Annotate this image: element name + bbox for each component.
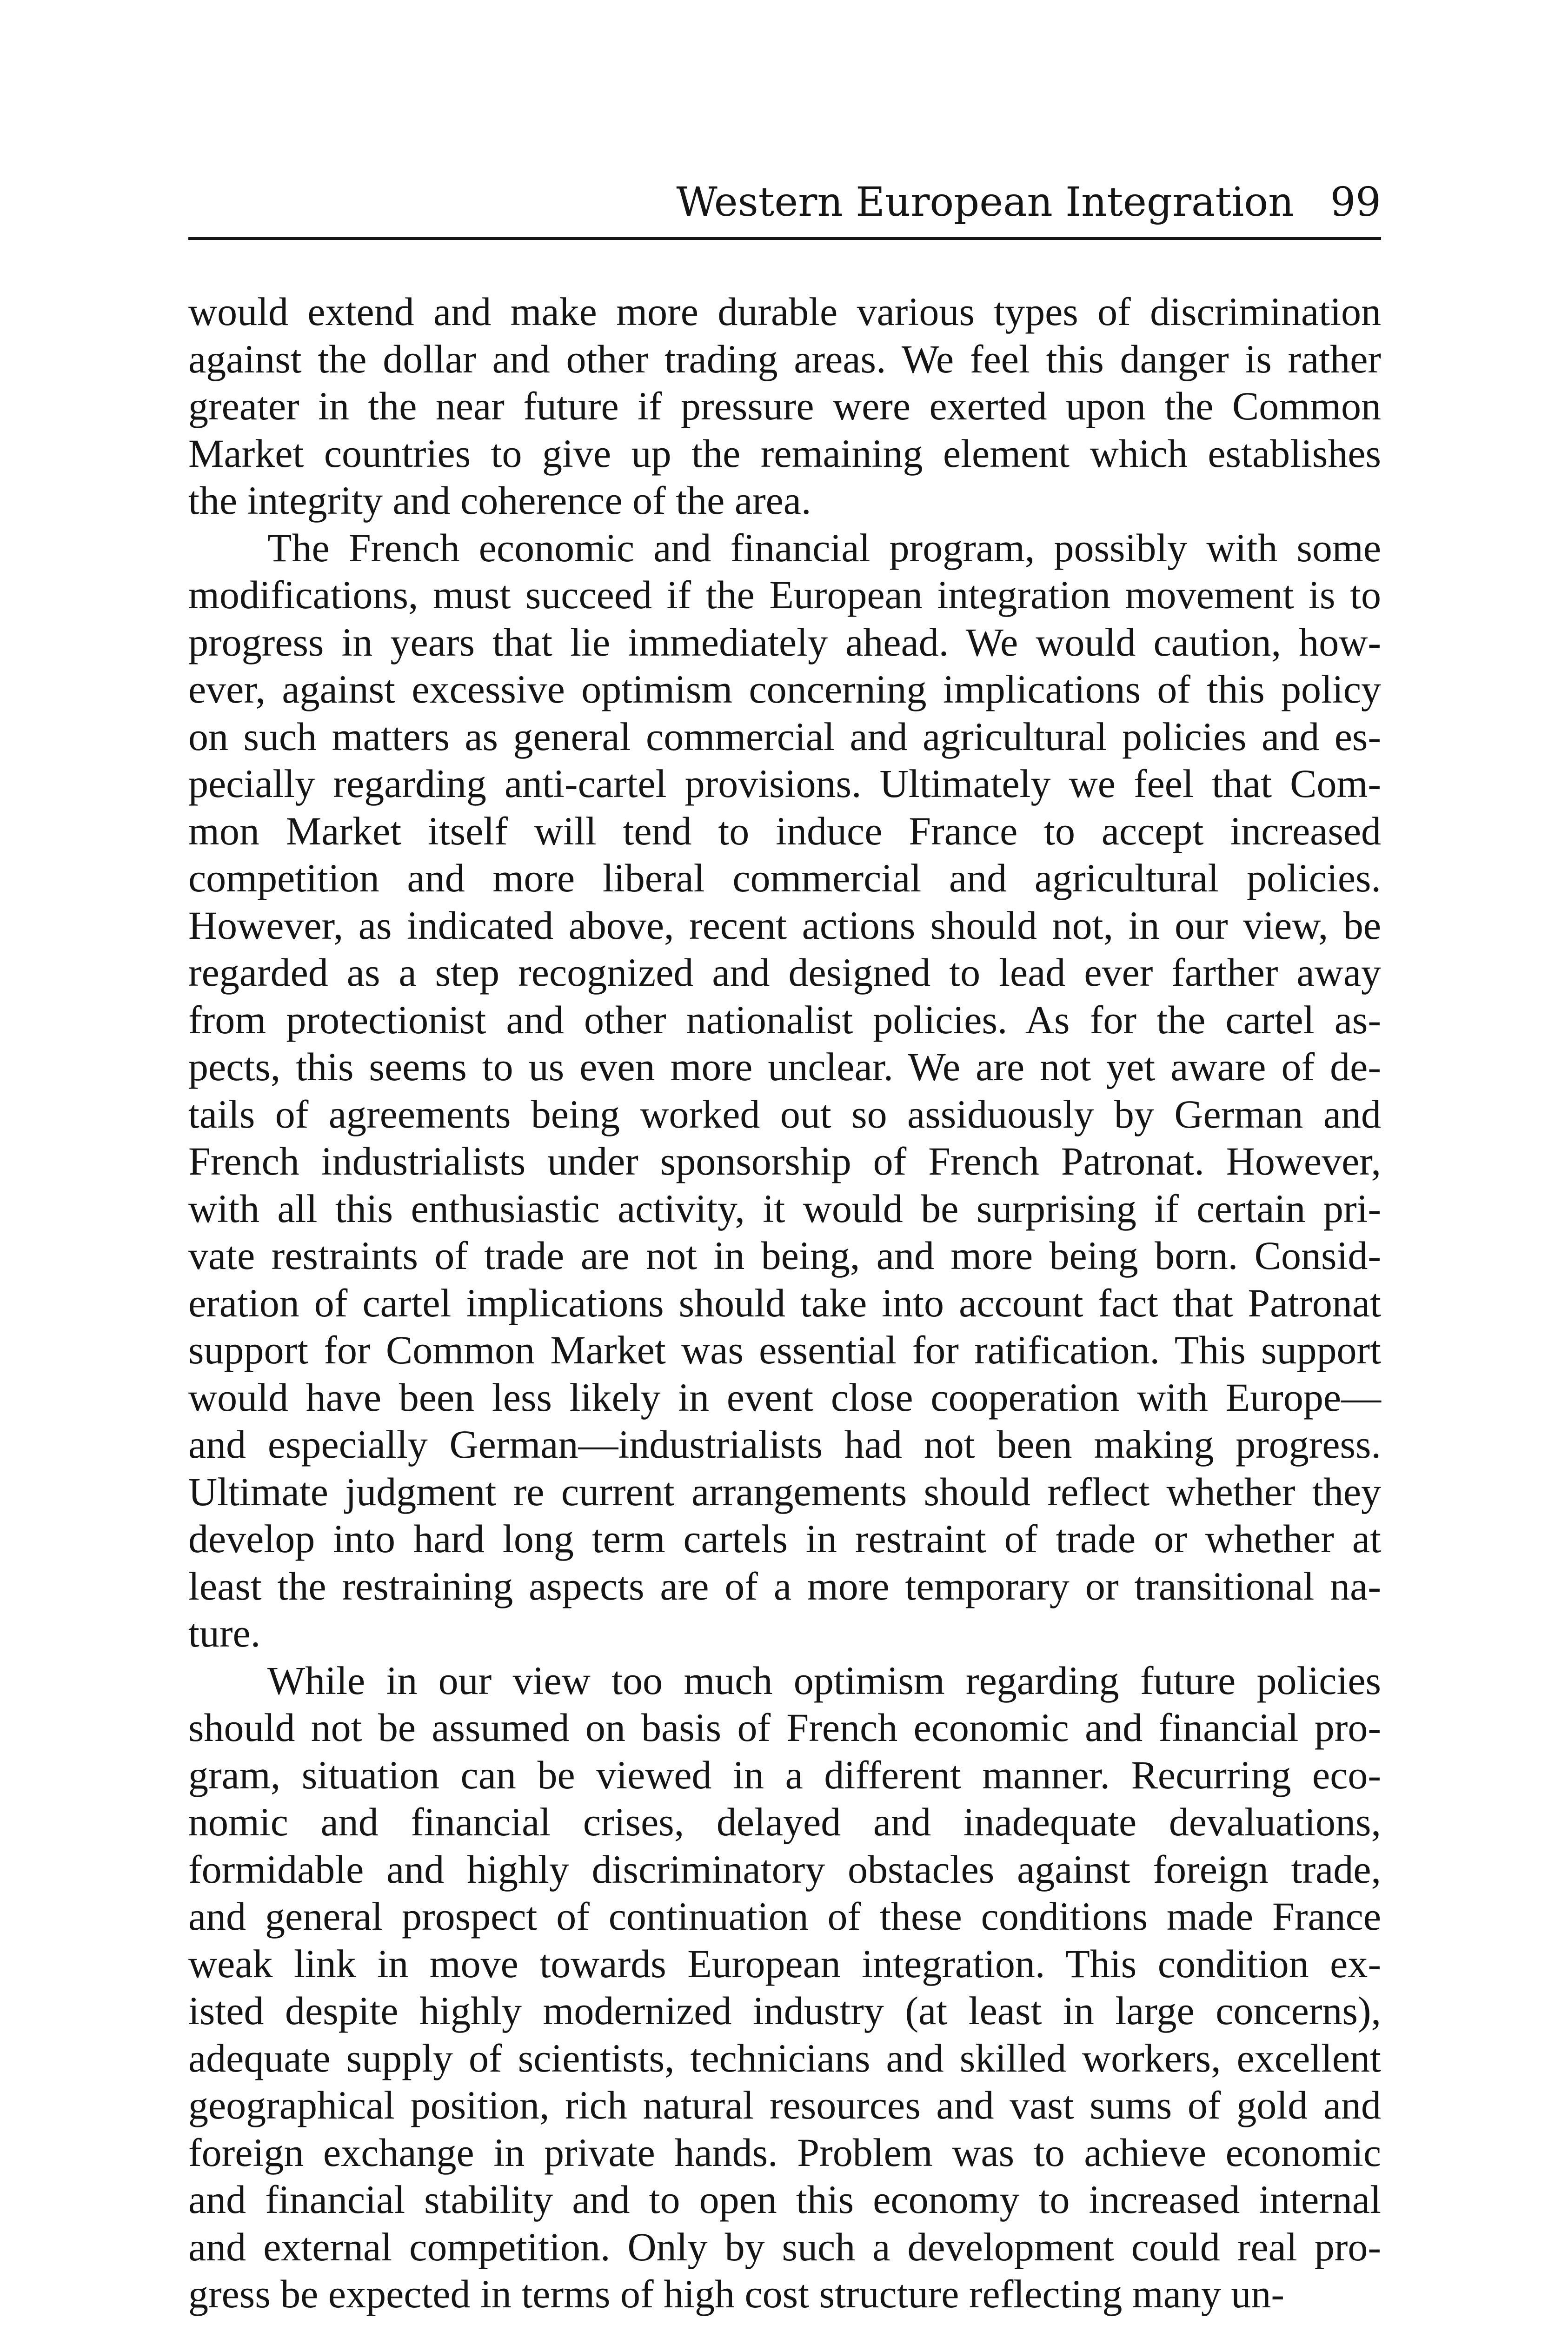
text-line: gram, situation can be viewed in a different manner. Recurring eco- bbox=[188, 1752, 1381, 1797]
text-line: regarded as a step recognized and designed to lead ever farther away bbox=[188, 950, 1381, 995]
text-line: French industrialists under sponsorship of French Patronat. However, bbox=[188, 1139, 1381, 1183]
text-line: would extend and make more durable various types of discrimination bbox=[188, 289, 1381, 334]
text-line: The French economic and financial program, possibly with some bbox=[267, 525, 1381, 570]
text-line: would have been less likely in event close cooperation with Europe— bbox=[188, 1375, 1381, 1420]
text-line: with all this enthusiastic activity, it would be surprising if certain pri- bbox=[188, 1186, 1381, 1231]
text-line: Ultimate judgment re current arrangements should reflect whether they bbox=[188, 1469, 1381, 1514]
text-line: ever, against excessive optimism concerning implications of this policy bbox=[188, 667, 1381, 711]
paragraph bbox=[188, 288, 1381, 525]
text-line: However, as indicated above, recent actions should not, in our view, be bbox=[188, 903, 1381, 948]
text-line: support for Common Market was essential for ratification. This support bbox=[188, 1328, 1381, 1372]
text-line: weak link in move towards European integration. This condition ex- bbox=[188, 1941, 1381, 1986]
text-line: geographical position, rich natural resources and vast sums of gold and bbox=[188, 2083, 1381, 2127]
text-line: While in our view too much optimism regarding future policies bbox=[267, 1658, 1381, 1703]
text-line: tails of agreements being worked out so assiduously by German and bbox=[188, 1091, 1381, 1136]
text-line: against the dollar and other trading areas. We feel this danger is rather bbox=[188, 336, 1381, 381]
running-head bbox=[188, 174, 1381, 230]
text-line: and external competition. Only by such a development could real pro- bbox=[188, 2224, 1381, 2269]
body-text bbox=[188, 288, 1381, 2318]
text-line: pecially regarding anti-cartel provisions. Ultimately we feel that Com- bbox=[188, 761, 1381, 806]
text-line: and general prospect of continuation of these conditions made France bbox=[188, 1894, 1381, 1939]
text-line: Market countries to give up the remaining element which establishes bbox=[188, 431, 1381, 476]
text-line: ture. bbox=[188, 1611, 261, 1655]
paragraph bbox=[188, 1657, 1381, 2318]
text-line: and especially German—industrialists had not been making progress. bbox=[188, 1422, 1381, 1467]
text-line: gress be expected in terms of high cost structure reflecting many un- bbox=[188, 2272, 1285, 2316]
text-line: competition and more liberal commercial and agricultural policies. bbox=[188, 856, 1381, 900]
running-head-title: Western European Integration bbox=[676, 179, 1294, 226]
text-line: from protectionist and other nationalist policies. As for the cartel as- bbox=[188, 997, 1381, 1042]
text-line: adequate supply of scientists, technicians and skilled workers, excellent bbox=[188, 2035, 1381, 2080]
page-number: 99 bbox=[1330, 179, 1381, 226]
text-line: progress in years that lie immediately ahead. We would caution, how- bbox=[188, 619, 1381, 664]
header-rule bbox=[188, 237, 1381, 240]
text-line: foreign exchange in private hands. Problem was to achieve economic bbox=[188, 2130, 1381, 2175]
text-line: mon Market itself will tend to induce France to accept increased bbox=[188, 808, 1381, 853]
text-line: isted despite highly modernized industry (at least in large concerns), bbox=[188, 1988, 1381, 2033]
text-line: pects, this seems to us even more unclear. We are not yet aware of de- bbox=[188, 1044, 1381, 1089]
text-line: nomic and financial crises, delayed and inadequate devaluations, bbox=[188, 1800, 1381, 1844]
text-line: formidable and highly discriminatory obstacles against foreign trade, bbox=[188, 1847, 1381, 1892]
text-line: vate restraints of trade are not in being, and more being born. Consid- bbox=[188, 1233, 1381, 1278]
text-line: eration of cartel implications should take into account fact that Patronat bbox=[188, 1280, 1381, 1325]
text-line: on such matters as general commercial and agricultural policies and es- bbox=[188, 714, 1381, 759]
text-line: modifications, must succeed if the European integration movement is to bbox=[188, 572, 1381, 617]
text-line: develop into hard long term cartels in restraint of trade or whether at bbox=[188, 1516, 1381, 1561]
text-line: least the restraining aspects are of a more temporary or transitional na- bbox=[188, 1563, 1381, 1608]
text-line: the integrity and coherence of the area. bbox=[188, 478, 811, 523]
paragraph bbox=[188, 525, 1381, 1657]
text-line: greater in the near future if pressure were exerted upon the Common bbox=[188, 384, 1381, 428]
text-line: should not be assumed on basis of French economic and financial pro- bbox=[188, 1705, 1381, 1750]
text-line: and financial stability and to open this economy to increased internal bbox=[188, 2177, 1381, 2222]
